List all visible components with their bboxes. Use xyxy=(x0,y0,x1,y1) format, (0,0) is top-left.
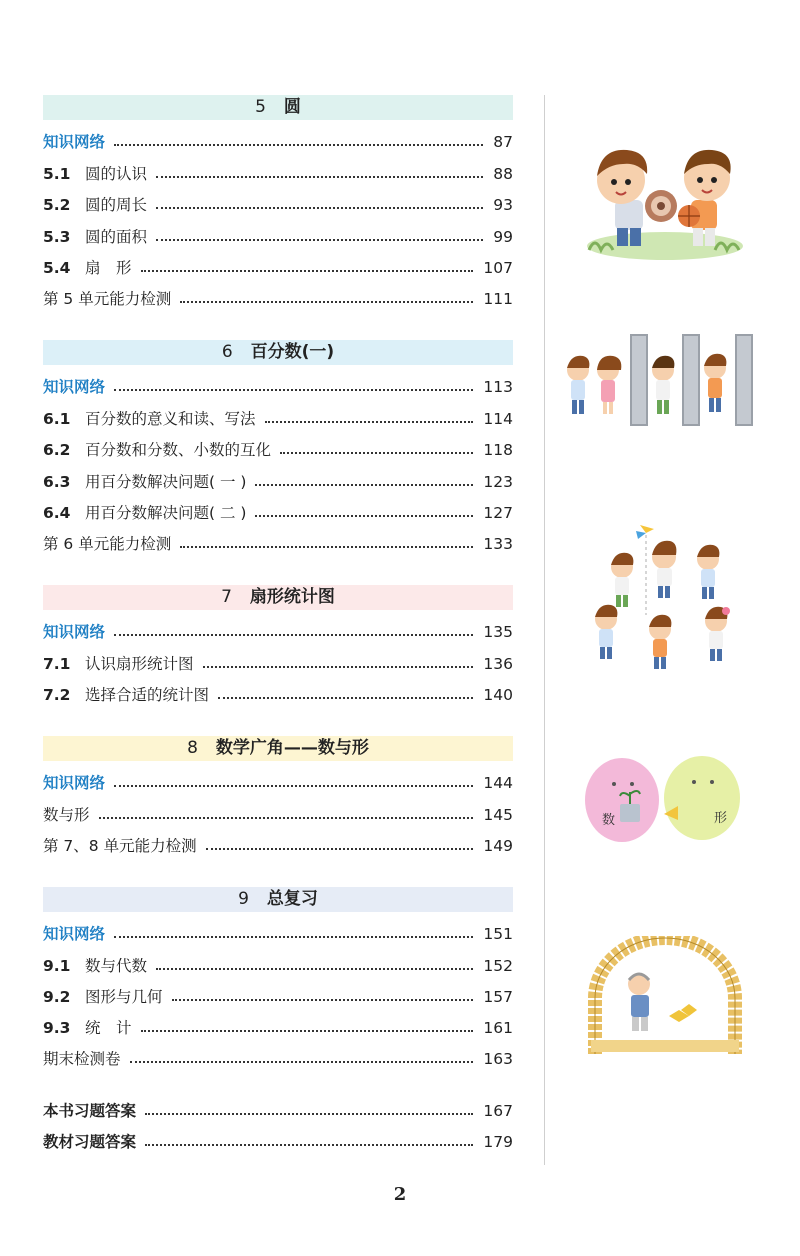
toc-entry-5-2[interactable] xyxy=(43,193,513,217)
toc-entry-9-0[interactable] xyxy=(43,922,513,946)
toc-entry-8-2[interactable] xyxy=(43,834,513,858)
entry-label: 百分数和分数、小数的互化 xyxy=(85,441,272,459)
entry-page: 93 xyxy=(493,196,513,214)
leader-dots xyxy=(114,785,473,787)
toc-entry-7-2[interactable] xyxy=(43,683,513,707)
entry-page: 114 xyxy=(483,410,513,428)
entry-code: 5.3 xyxy=(43,228,71,246)
entry-page: 161 xyxy=(483,1019,513,1037)
leader-dots xyxy=(141,1030,474,1032)
toc-entry-9-1[interactable] xyxy=(43,954,513,978)
entry-page: 136 xyxy=(483,655,513,673)
section-header-6[interactable] xyxy=(43,340,513,365)
entry-label: 知识网络 xyxy=(43,774,106,792)
toc-entry-8-1[interactable] xyxy=(43,803,513,827)
toc-entry-6-2[interactable] xyxy=(43,438,513,462)
section-number: 8 xyxy=(187,738,198,758)
illustration-children-doors xyxy=(562,330,757,430)
entry-label: 选择合适的统计图 xyxy=(85,686,210,704)
section-header-7[interactable] xyxy=(43,585,513,610)
entry-label: 统 计 xyxy=(85,1019,132,1037)
leader-dots xyxy=(218,697,473,699)
section-title: 百分数(一) xyxy=(250,342,335,362)
entry-page: 157 xyxy=(483,988,513,1006)
section-header-9[interactable] xyxy=(43,887,513,912)
entry-code: 6.1 xyxy=(43,410,71,428)
egg-label-number: 数 xyxy=(602,813,616,828)
leader-dots xyxy=(203,666,474,668)
entry-page: 135 xyxy=(483,623,513,641)
entry-code: 5.1 xyxy=(43,165,71,183)
entry-code: 6.4 xyxy=(43,504,71,522)
toc-entry-5-1[interactable] xyxy=(43,162,513,186)
entry-label: 百分数的意义和读、写法 xyxy=(85,410,256,428)
entry-page: 88 xyxy=(493,165,513,183)
leader-dots xyxy=(180,546,473,548)
leader-dots xyxy=(145,1144,473,1146)
toc-entry-6-4[interactable] xyxy=(43,501,513,525)
entry-label: 知识网络 xyxy=(43,378,106,396)
leader-dots xyxy=(255,484,473,486)
section-title: 数学广角——数与形 xyxy=(215,738,369,758)
illustration-children-playing xyxy=(584,515,744,673)
entry-label: 期末检测卷 xyxy=(43,1050,121,1068)
entry-page: 107 xyxy=(483,259,513,277)
entry-code: 9.3 xyxy=(43,1019,71,1037)
entry-page: 145 xyxy=(483,806,513,824)
leader-dots xyxy=(156,968,473,970)
entry-page: 111 xyxy=(483,290,513,308)
leader-dots xyxy=(172,999,474,1001)
column-divider xyxy=(544,95,545,1165)
section-title: 扇形统计图 xyxy=(249,587,335,607)
entry-label: 用百分数解决问题( 一 ) xyxy=(85,473,247,491)
entry-label: 知识网络 xyxy=(43,133,106,151)
toc-entry-7-0[interactable] xyxy=(43,620,513,644)
leader-dots xyxy=(141,270,474,272)
entry-page: 87 xyxy=(493,133,513,151)
entry-code: 5.4 xyxy=(43,259,71,277)
toc-entry-6-5[interactable] xyxy=(43,532,513,556)
leader-dots xyxy=(145,1113,473,1115)
entry-label: 扇 形 xyxy=(85,259,132,277)
entry-page: 133 xyxy=(483,535,513,553)
section-title: 总复习 xyxy=(266,889,318,909)
toc-entry-5-4[interactable] xyxy=(43,256,513,280)
toc-entry-5-5[interactable] xyxy=(43,287,513,311)
leader-dots xyxy=(99,817,474,819)
section-number: 7 xyxy=(221,587,232,607)
entry-label: 知识网络 xyxy=(43,623,106,641)
entry-label: 知识网络 xyxy=(43,925,106,943)
entry-label: 用百分数解决问题( 二 ) xyxy=(85,504,247,522)
leader-dots xyxy=(114,389,473,391)
entry-page: 123 xyxy=(483,473,513,491)
entry-page: 179 xyxy=(483,1133,513,1151)
entry-label: 本书习题答案 xyxy=(43,1102,137,1120)
leader-dots xyxy=(114,936,473,938)
toc-entry-answers-textbook[interactable] xyxy=(43,1130,513,1154)
entry-label: 数与代数 xyxy=(85,957,148,975)
leader-dots xyxy=(180,301,473,303)
entry-code: 5.2 xyxy=(43,196,71,214)
entry-page: 163 xyxy=(483,1050,513,1068)
leader-dots xyxy=(280,452,473,454)
leader-dots xyxy=(156,239,483,241)
page-number: 2 xyxy=(393,1184,407,1205)
toc-entry-8-0[interactable] xyxy=(43,771,513,795)
entry-page: 113 xyxy=(483,378,513,396)
leader-dots xyxy=(156,176,483,178)
section-header-5[interactable] xyxy=(43,95,513,120)
illustration-boys-circle xyxy=(585,138,745,263)
toc-entry-9-4[interactable] xyxy=(43,1047,513,1071)
entry-label: 圆的认识 xyxy=(85,165,148,183)
toc-entry-9-2[interactable] xyxy=(43,985,513,1009)
entry-code: 9.1 xyxy=(43,957,71,975)
entry-code: 7.1 xyxy=(43,655,71,673)
entry-label: 圆的面积 xyxy=(85,228,148,246)
illustration-brick-arch xyxy=(585,936,745,1056)
section-title: 圆 xyxy=(283,97,301,117)
leader-dots xyxy=(265,421,474,423)
entry-code: 6.3 xyxy=(43,473,71,491)
entry-label: 第 5 单元能力检测 xyxy=(43,290,172,308)
entry-label: 数与形 xyxy=(43,806,90,824)
entry-page: 118 xyxy=(483,441,513,459)
illustration-number-shape-eggs xyxy=(582,752,747,847)
toc-entry-6-3[interactable] xyxy=(43,470,513,494)
leader-dots xyxy=(156,207,483,209)
toc-entry-5-0[interactable] xyxy=(43,130,513,154)
leader-dots xyxy=(206,848,474,850)
entry-page: 99 xyxy=(493,228,513,246)
entry-label: 认识扇形统计图 xyxy=(85,655,194,673)
entry-label: 第 6 单元能力检测 xyxy=(43,535,172,553)
entry-page: 151 xyxy=(483,925,513,943)
section-header-8[interactable] xyxy=(43,736,513,761)
section-number: 9 xyxy=(238,889,249,909)
entry-page: 152 xyxy=(483,957,513,975)
toc-entry-5-3[interactable] xyxy=(43,225,513,249)
entry-label: 圆的周长 xyxy=(85,196,148,214)
section-number: 5 xyxy=(255,97,266,117)
entry-page: 144 xyxy=(483,774,513,792)
section-number: 6 xyxy=(221,342,233,362)
toc-entry-6-1[interactable] xyxy=(43,407,513,431)
entry-page: 167 xyxy=(483,1102,513,1120)
toc-entry-6-0[interactable] xyxy=(43,375,513,399)
entry-page: 140 xyxy=(483,686,513,704)
entry-label: 教材习题答案 xyxy=(43,1133,137,1151)
entry-label: 图形与几何 xyxy=(85,988,163,1006)
entry-code: 7.2 xyxy=(43,686,71,704)
leader-dots xyxy=(130,1061,474,1063)
entry-label: 第 7、8 单元能力检测 xyxy=(43,837,197,855)
toc-entry-9-3[interactable] xyxy=(43,1016,513,1040)
entry-code: 6.2 xyxy=(43,441,71,459)
entry-page: 127 xyxy=(483,504,513,522)
entry-page: 149 xyxy=(483,837,513,855)
toc-entry-7-1[interactable] xyxy=(43,652,513,676)
toc-entry-answers-book[interactable] xyxy=(43,1099,513,1123)
leader-dots xyxy=(114,144,483,146)
leader-dots xyxy=(255,515,473,517)
leader-dots xyxy=(114,634,473,636)
egg-label-shape: 形 xyxy=(714,811,728,826)
entry-code: 9.2 xyxy=(43,988,71,1006)
